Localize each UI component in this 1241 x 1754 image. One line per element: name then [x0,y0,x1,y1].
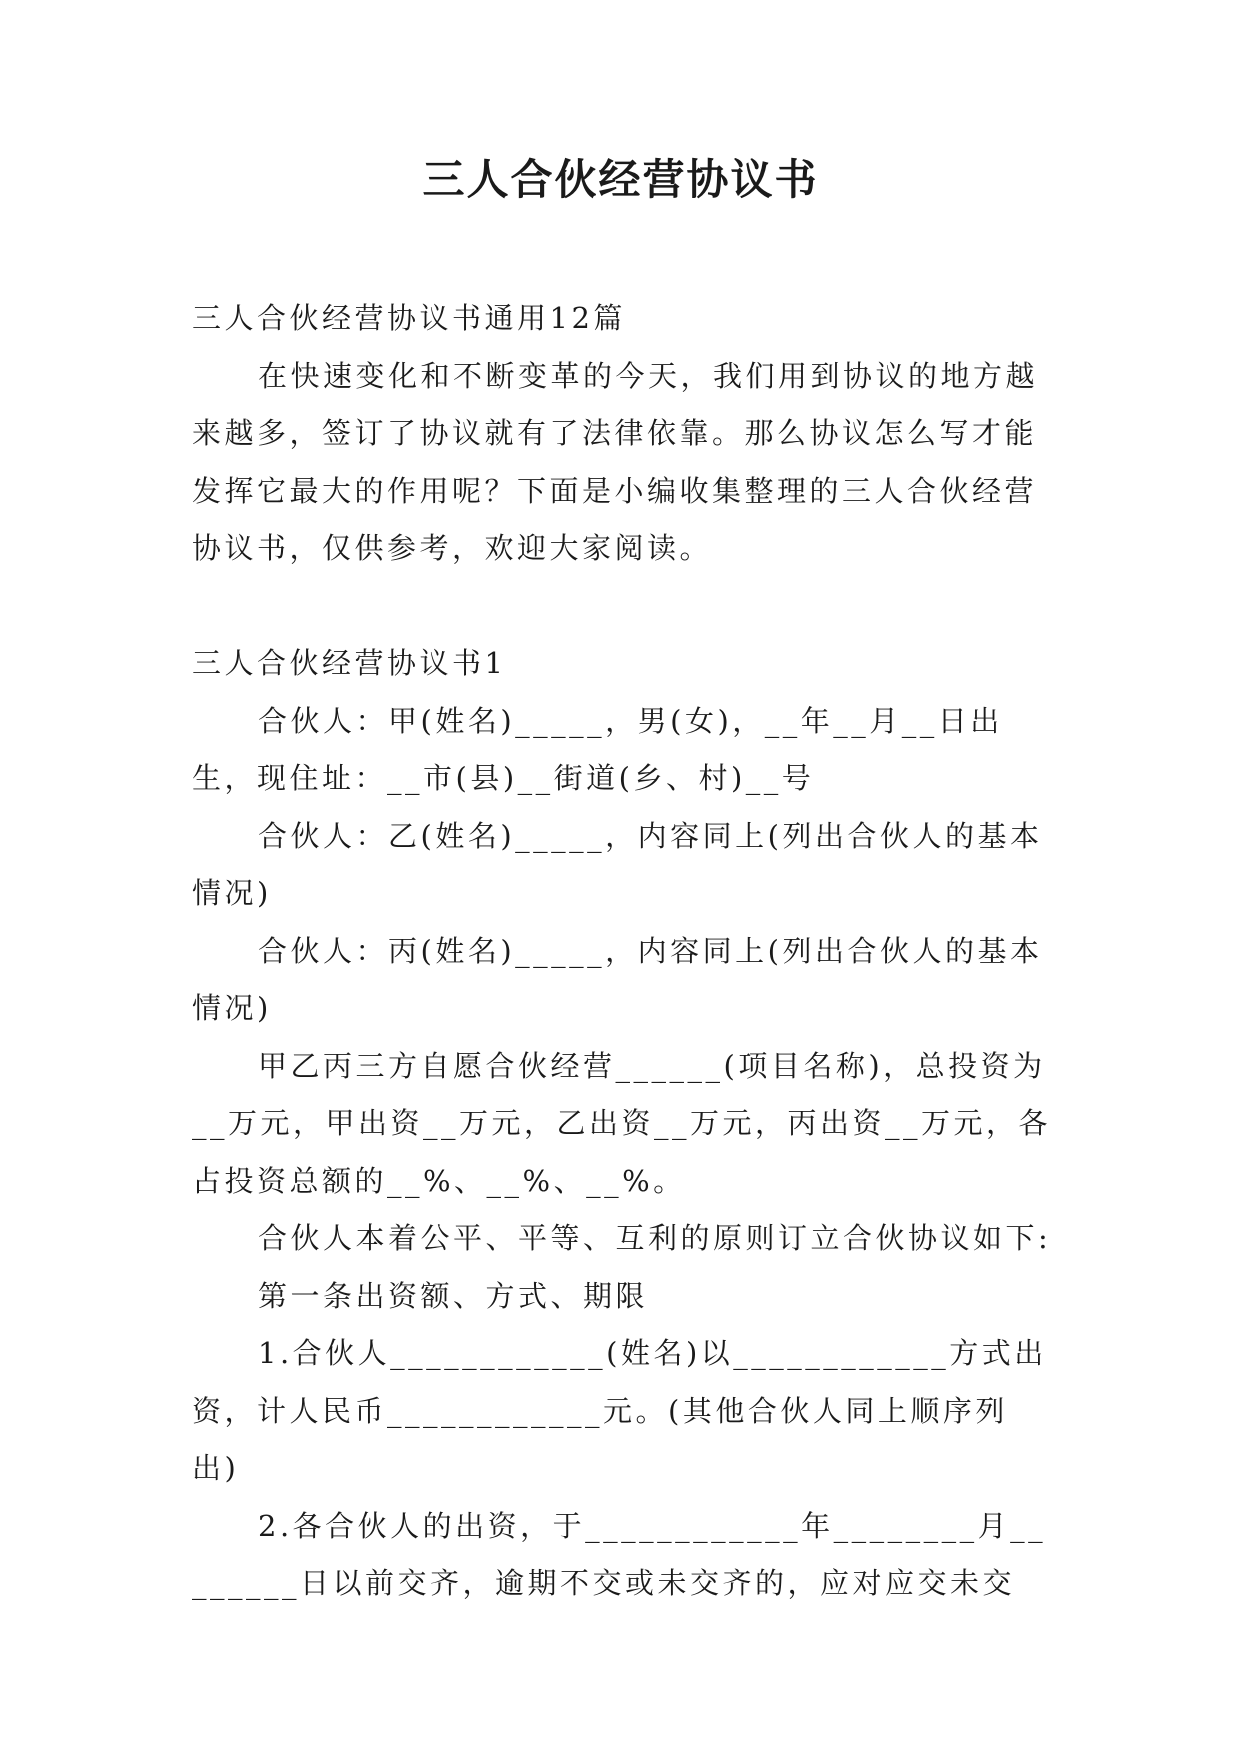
document-body [192,290,1052,1613]
partner-b-paragraph: 合伙人：乙(姓名)_____，内容同上(列出合伙人的基本情况) [192,818,1043,910]
investment-paragraph: 甲乙丙三方自愿合伙经营______(项目名称)，总投资为__万元，甲出资__万元，乙出资__万元，丙出资__万元，各占投资总额的__%、__%、__%。 [192,1048,1052,1198]
clause-2-paragraph: 2.各合伙人的出资，于____________年________月________日以前交齐，逾期不交或未交齐的，应对应交未交 [192,1508,1047,1600]
intro-paragraph: 在快速变化和不断变革的今天，我们用到协议的地方越来越多，签订了协议就有了法律依靠。那么协议怎么写才能发挥它最大的作用呢？下面是小编收集整理的三人合伙经营协议书，仅供参考，欢迎大家阅读。 [192,358,1039,565]
article-one-heading: 第一条出资额、方式、期限 [258,1278,649,1313]
partner-a-paragraph: 合伙人：甲(姓名)_____，男(女)，__年__月__日出生，现住址：__市(县)__街道(乡、村)__号 [192,703,1003,795]
clause-1-paragraph: 1.合伙人____________(姓名)以____________方式出资，计人民币____________元。(其他合伙人同上顺序列出) [192,1336,1047,1485]
document-subtitle: 三人合伙经营协议书通用12篇 [192,301,626,335]
partner-c-paragraph: 合伙人：丙(姓名)_____，内容同上(列出合伙人的基本情况) [192,933,1043,1025]
principle-paragraph: 合伙人本着公平、平等、互利的原则订立合伙协议如下: [258,1221,1052,1255]
document-title: 三人合伙经营协议书 [422,155,819,204]
section-heading: 三人合伙经营协议书1 [192,646,507,680]
